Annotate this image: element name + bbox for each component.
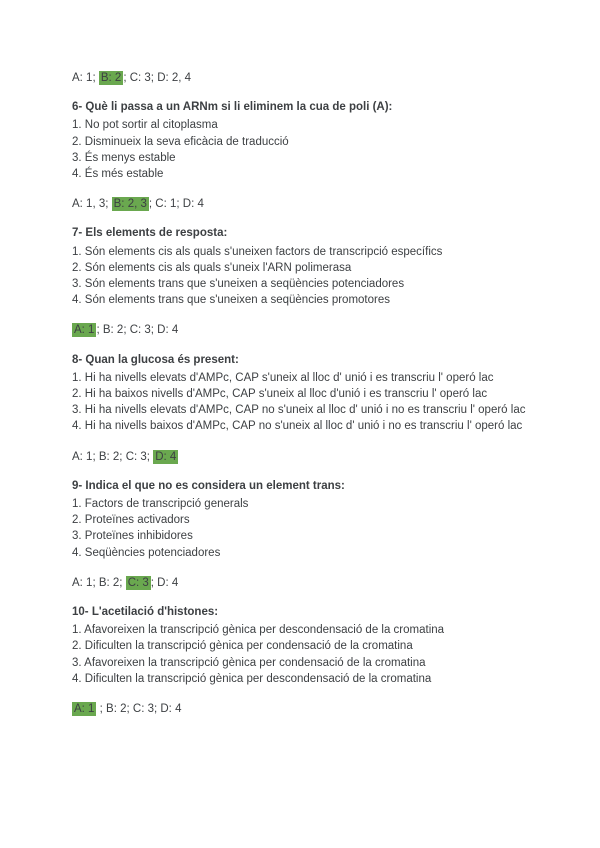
answer-segment: ; B: 2; C: 3; D: 4 — [96, 703, 182, 716]
question-option: 4. És més estable — [72, 168, 164, 181]
question-option: 3. És menys estable — [72, 151, 176, 164]
question-option: 3. Són elements trans que s'uneixen a seqüències potenciadores — [72, 278, 405, 291]
question-title: 9- Indica el que no es considera un element trans: — [72, 479, 345, 492]
answer-line — [72, 449, 536, 465]
answer-segment: A: 1, 3; — [72, 198, 112, 211]
answer-segment-highlighted: D: 4 — [155, 450, 177, 463]
question-option: 4. Són elements trans que s'uneixen a seqüències promotores — [72, 294, 390, 307]
question-block — [72, 225, 536, 338]
answer-segment-highlighted: B: 2, 3 — [113, 198, 147, 211]
question-option: 2. Són elements cis als quals s'uneix l'ARN polimerasa — [72, 261, 352, 274]
answer-segment: A: 1; B: 2; — [72, 576, 126, 589]
question-option: 4. Dificulten la transcripció gènica per descondensació de la cromatina — [72, 672, 432, 685]
question-title: 8- Quan la glucosa és present: — [72, 353, 239, 366]
question-block — [72, 99, 536, 212]
question-option: 3. Proteïnes inhibidores — [72, 530, 193, 543]
question-option: 3. Hi ha nivells elevats d'AMPc, CAP no s'uneix al lloc d' unió i no es transcriu l' operó lac — [72, 404, 526, 417]
question-option: 4. Hi ha nivells baixos d'AMPc, CAP no s'uneix al lloc d' unió i no es transcriu l' operó lac — [72, 420, 523, 433]
answer-segment: ; C: 1; D: 4 — [148, 198, 204, 211]
question-option: 1. Afavoreixen la transcripció gènica per descondensació de la cromatina — [72, 624, 445, 637]
question-title: 7- Els elements de resposta: — [72, 227, 228, 240]
answer-segment: ; C: 3; D: 2, 4 — [123, 72, 192, 84]
question-option: 1. Hi ha nivells elevats d'AMPc, CAP s'uneix al lloc d' unió i es transcriu l' operó lac — [72, 371, 494, 384]
answer-line — [72, 575, 536, 591]
answer-segment-highlighted: B: 2 — [100, 72, 122, 84]
question-option: 2. Hi ha baixos nivells d'AMPc, CAP s'uneix al lloc d'unió i es transcriu l' operó lac — [72, 388, 488, 401]
answer-line — [72, 701, 536, 717]
answer-line — [72, 196, 536, 212]
question-option: 2. Proteïnes activadors — [72, 514, 190, 527]
question-option: 2. Disminueix la seva eficàcia de traducció — [72, 135, 289, 148]
question-block — [72, 352, 536, 465]
answer-line — [72, 322, 536, 338]
question-option: 1. No pot sortir al citoplasma — [72, 119, 218, 132]
answer-line-previous-question — [72, 70, 536, 86]
answer-segment: A: 1; B: 2; C: 3; — [72, 450, 154, 463]
question-option: 1. Factors de transcripció generals — [72, 498, 249, 511]
question-block — [72, 604, 536, 717]
answer-segment-highlighted: A: 1 — [74, 324, 95, 337]
answer-segment: A: 1; — [72, 72, 99, 84]
answer-segment-highlighted: C: 3 — [127, 576, 149, 589]
question-option: 2. Dificulten la transcripció gènica per condensació de la cromatina — [72, 640, 413, 653]
question-title: 6- Què li passa a un ARNm si li eliminem la cua de poli (A): — [72, 101, 393, 114]
answer-segment: ; D: 4 — [150, 576, 179, 589]
question-title: 10- L'acetilació d'histones: — [72, 606, 219, 619]
answer-segment-highlighted: A: 1 — [74, 703, 95, 716]
question-block — [72, 478, 536, 591]
question-option: 4. Seqüències potenciadores — [72, 546, 221, 559]
questions-container — [72, 99, 536, 717]
question-option: 1. Són elements cis als quals s'uneixen factors de transcripció específics — [72, 245, 443, 258]
question-option: 3. Afavoreixen la transcripció gènica per condensació de la cromatina — [72, 656, 426, 669]
answer-segment: ; B: 2; C: 3; D: 4 — [96, 324, 179, 337]
